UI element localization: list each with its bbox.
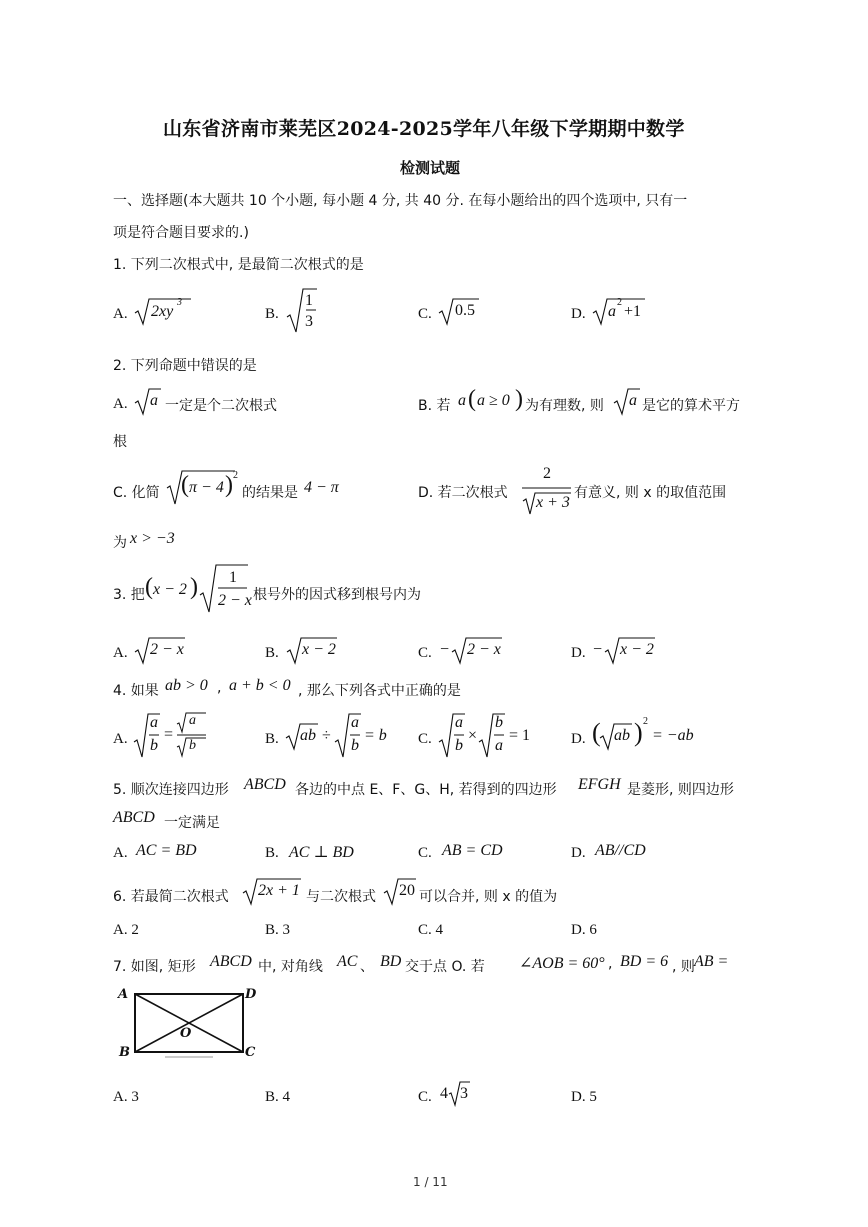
q3-stem-den: 2 − x <box>218 592 252 609</box>
q4-stem-cond1: ab > 0 <box>165 677 208 694</box>
q1-option-d-exp: 2 <box>617 297 622 308</box>
q2-option-d-den: x + 3 <box>536 494 570 511</box>
q5-stem1-abcd: ABCD <box>244 776 286 793</box>
q7-stem-mid1: 中, 对角线 <box>258 959 323 975</box>
q7-figure-label-c: C <box>245 1045 256 1060</box>
q2-option-c-paren-r: ) <box>225 472 233 498</box>
q7-figure-label-b: B <box>119 1045 130 1060</box>
q3-stem-pre: 3. 把 <box>113 587 145 603</box>
q1-option-d-label: D. <box>571 306 586 322</box>
q5-option-a-label: A. <box>113 845 128 861</box>
q2-option-d-num: 2 <box>543 465 551 482</box>
q3-option-b-expr: x − 2 <box>302 641 336 658</box>
q4-option-c-f2-den: a <box>495 737 503 754</box>
q6-option-d: D. 6 <box>571 922 597 938</box>
q3-option-d-sign: − <box>593 641 603 658</box>
q1-option-a-expr: 2xy <box>151 303 174 320</box>
q4-option-a-f1-den: b <box>150 737 158 754</box>
q6-option-c: C. 4 <box>418 922 444 938</box>
q3-stem-factor: x − 2 <box>153 581 187 598</box>
q3-option-c-expr: 2 − x <box>467 641 501 658</box>
q4-option-d-r: ab <box>614 727 630 744</box>
q7-option-d: D. 5 <box>571 1089 597 1105</box>
q2-option-b-text2: 是它的算术平方 <box>642 398 740 414</box>
q4-option-c-eq: = 1 <box>509 727 531 744</box>
q7-figure-label-d: D <box>245 987 257 1002</box>
q2-option-b-a: a <box>458 392 466 409</box>
q5-stem2-post: 一定满足 <box>164 815 220 831</box>
q7-stem-comma2: , 则 <box>672 959 695 975</box>
q2-option-d-text: 有意义, 则 x 的取值范围 <box>574 485 727 501</box>
q4-option-b-label: B. <box>265 731 279 747</box>
q7-option-c-rad: 3 <box>460 1085 468 1102</box>
q4-option-d-eq: = −ab <box>652 727 694 744</box>
q1-option-d-tail: +1 <box>624 303 642 320</box>
q4-option-b-div: ÷ <box>322 727 331 744</box>
q1-stem: 1. 下列二次根式中, 是最简二次根式的是 <box>113 257 364 273</box>
q7-option-c-coef: 4 <box>440 1085 448 1102</box>
q4-stem-cond2: a + b < 0 <box>229 677 291 694</box>
q7-stem-sep: 、 <box>360 959 374 975</box>
q2-option-c-text: 的结果是 <box>242 485 298 501</box>
page-title: 山东省济南市莱芜区2024-2025学年八年级下学期期中数学 <box>163 118 685 140</box>
q2-option-b-paren-r: ) <box>515 386 523 412</box>
q2-option-b-paren-l: ( <box>468 386 476 412</box>
q2-stem: 2. 下列命题中错误的是 <box>113 358 257 374</box>
q7-stem-abcd: ABCD <box>210 953 252 970</box>
q2-option-a-rad: a <box>150 392 158 409</box>
q6-stem-r1: 2x + 1 <box>258 882 300 899</box>
q2-option-c-inner: π − 4 <box>189 479 224 496</box>
q2-option-a-text: 一定是个二次根式 <box>165 398 277 414</box>
q1-option-b-num: 1 <box>305 292 313 309</box>
q6-stem-post: 可以合并, 则 x 的值为 <box>419 889 558 905</box>
q5-option-a-expr: AC = BD <box>136 842 197 859</box>
q4-option-a-f1-num: a <box>150 714 158 731</box>
q6-stem-pre: 6. 若最简二次根式 <box>113 889 229 905</box>
q3-stem-paren-r: ) <box>190 574 198 600</box>
q7-stem-comma: , <box>608 956 613 972</box>
q4-option-c-f2-num: b <box>495 714 503 731</box>
q1-option-a-exp: 3 <box>177 297 182 308</box>
q4-option-c-f1-num: a <box>455 714 463 731</box>
q3-option-c-sign: − <box>440 641 450 658</box>
q5-option-b-label: B. <box>265 845 279 861</box>
q4-option-d-label: D. <box>571 731 586 747</box>
q6-option-b: B. 3 <box>265 922 291 938</box>
q3-option-a-expr: 2 − x <box>150 641 184 658</box>
q4-option-c-f1-den: b <box>455 737 463 754</box>
q4-option-b-eq: = b <box>364 727 387 744</box>
q2-option-d-label: D. 若二次根式 <box>418 485 508 501</box>
q4-stem-sep: , <box>217 680 222 696</box>
q5-option-d-label: D. <box>571 845 586 861</box>
q3-option-a-label: A. <box>113 645 128 661</box>
q3-stem-post: 根号外的因式移到根号内为 <box>253 587 421 603</box>
q1-option-d-expr: a <box>608 303 616 320</box>
q1-option-b-radical <box>285 287 319 339</box>
section-heading: 一、选择题(本大题共 10 个小题, 每小题 4 分, 共 40 分. 在每小题给出的四个选项中, 只有一 <box>113 193 688 209</box>
page-number: 1 / 11 <box>413 1175 448 1189</box>
q5-stem1-post: 是菱形, 则四边形 <box>627 782 734 798</box>
q4-option-b-f-den: b <box>351 737 359 754</box>
q4-option-a-f2-num: a <box>189 713 196 728</box>
q4-option-c-label: C. <box>418 731 432 747</box>
q6-stem-mid: 与二次根式 <box>306 889 376 905</box>
q3-option-c-label: C. <box>418 645 432 661</box>
q6-option-a: A. 2 <box>113 922 139 938</box>
q3-option-d-label: D. <box>571 645 586 661</box>
q7-option-c-label: C. <box>418 1089 432 1105</box>
q5-stem1-pre: 5. 顺次连接四边形 <box>113 782 229 798</box>
q7-stem-bd6: BD = 6 <box>620 953 669 970</box>
q4-option-d-paren-r: ) <box>634 718 643 747</box>
q2-option-b-rad: a <box>629 392 637 409</box>
q5-stem1-efgh: EFGH <box>578 776 621 793</box>
q2-option-d-res: x > −3 <box>130 530 175 547</box>
q4-stem-pre: 4. 如果 <box>113 683 159 699</box>
page-subtitle: 检测试题 <box>400 159 461 177</box>
q7-figure-label-a: A <box>118 987 129 1002</box>
q2-option-c-res: 4 − π <box>304 479 339 496</box>
q5-option-c-label: C. <box>418 845 432 861</box>
q3-stem-radical <box>198 563 250 619</box>
q7-figure-label-o: O <box>180 1026 192 1041</box>
q2-option-c-paren-l: ( <box>181 472 189 498</box>
q2-option-a-radical <box>133 386 163 420</box>
q3-option-b-label: B. <box>265 645 279 661</box>
q7-stem-pre: 7. 如图, 矩形 <box>113 959 196 975</box>
q5-option-c-expr: AB = CD <box>442 842 503 859</box>
q4-stem-post: , 那么下列各式中正确的是 <box>298 683 461 699</box>
q4-option-a-f2-den: b <box>189 738 196 753</box>
q5-option-b-expr: AC ⊥ BD <box>289 844 354 861</box>
q7-stem-mid2: 交于点 O. 若 <box>405 959 485 975</box>
q2-option-c-exp: 2 <box>233 470 238 481</box>
q2-option-b-text1: 为有理数, 则 <box>525 398 604 414</box>
q2-option-b-cond: a ≥ 0 <box>477 392 510 409</box>
q4-option-a-eq: = <box>164 726 174 743</box>
q4-option-b-f-num: a <box>351 714 359 731</box>
q1-option-a-label: A. <box>113 306 128 322</box>
q4-option-b-r1: ab <box>300 727 316 744</box>
q7-stem-angle: ∠AOB = 60° <box>519 955 605 972</box>
q7-option-b: B. 4 <box>265 1089 291 1105</box>
q7-option-a: A. 3 <box>113 1089 139 1105</box>
q2-option-c-label: C. 化简 <box>113 485 160 501</box>
q7-stem-ab: AB = <box>694 953 729 970</box>
q7-stem-bd: BD <box>380 953 402 970</box>
section-heading-cont: 项是符合题目要求的.) <box>113 225 249 241</box>
q5-stem1-mid: 各边的中点 E、F、G、H, 若得到的四边形 <box>295 782 557 798</box>
q4-option-a-label: A. <box>113 731 128 747</box>
q4-option-d-exp: 2 <box>643 716 648 727</box>
q1-option-c-expr: 0.5 <box>455 302 475 319</box>
q2-option-b-cont: 根 <box>113 434 127 450</box>
q3-stem-num: 1 <box>229 569 237 586</box>
q2-option-b-radical <box>612 386 642 420</box>
q2-option-b-label: B. 若 <box>418 398 451 414</box>
q6-stem-r2: 20 <box>399 882 415 899</box>
q1-option-b-label: B. <box>265 306 279 322</box>
q3-stem-paren-l: ( <box>145 574 153 600</box>
q2-option-d-cont: 为 <box>113 535 127 551</box>
q4-option-c-times: × <box>468 727 478 744</box>
q1-option-c-label: C. <box>418 306 432 322</box>
q4-option-d-paren-l: ( <box>592 718 601 747</box>
q7-stem-ac: AC <box>337 953 358 970</box>
q3-option-d-expr: x − 2 <box>620 641 654 658</box>
q5-option-d-expr: AB//CD <box>595 842 646 859</box>
q1-option-b-den: 3 <box>305 313 313 330</box>
q5-stem2-abcd: ABCD <box>113 809 155 826</box>
q2-option-a-label: A. <box>113 396 128 412</box>
